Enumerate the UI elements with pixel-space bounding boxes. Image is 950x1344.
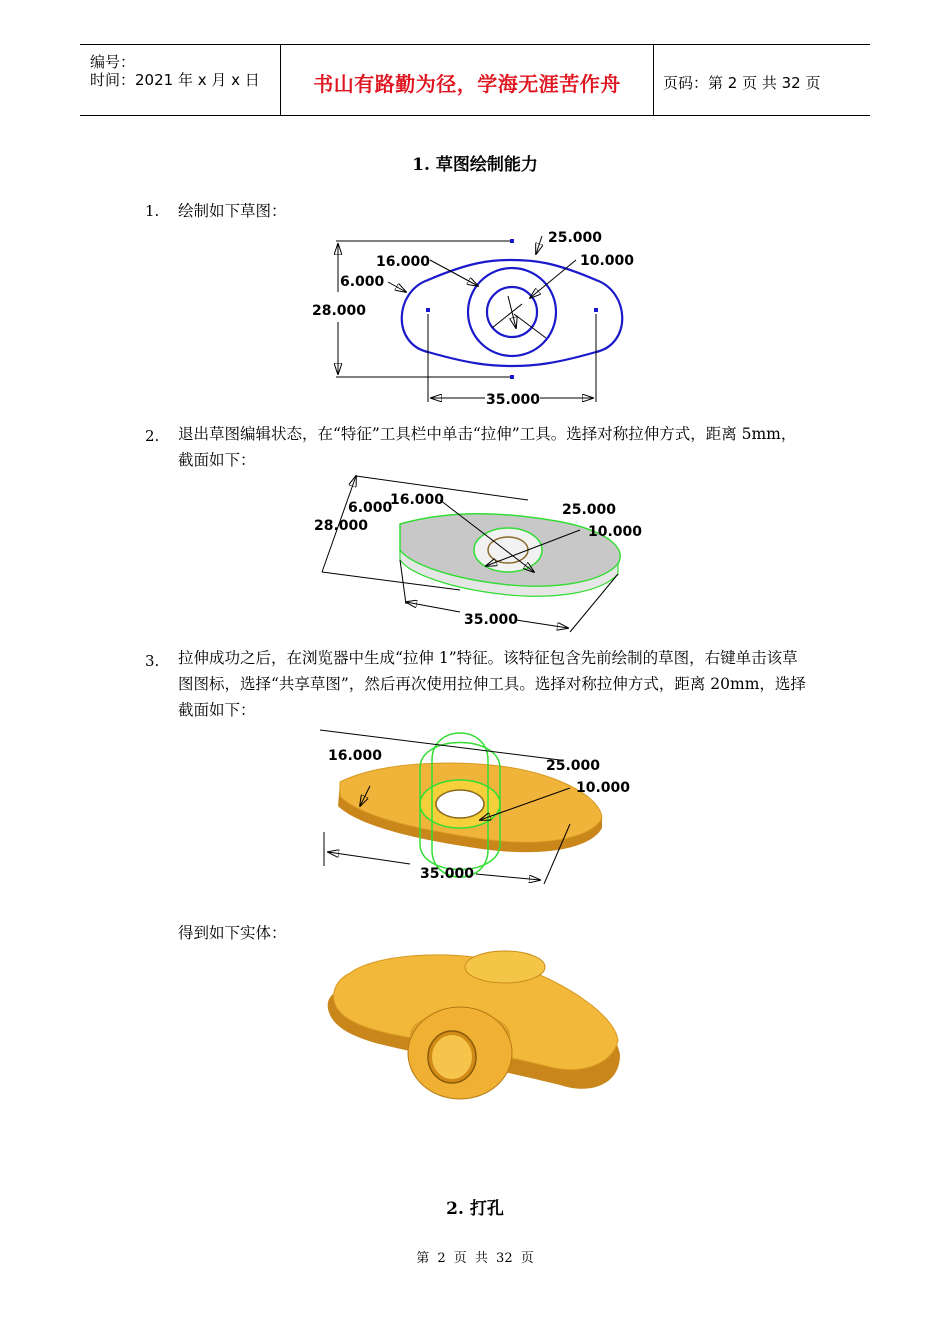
motto: 书山有路勤为径，学海无涯苦作舟 [313,72,621,96]
header-middle-cell [281,45,654,115]
sketch-figure [300,222,660,412]
page-info: 页码：第 2 页 共 32 页 [663,74,821,92]
dim-28-label-fig2: 28.000 [314,518,369,534]
dim-10-label-fig2: 10.000 [588,524,643,540]
result-text: 得到如下实体： [178,924,287,942]
step-3-text: 拉伸成功之后，在浏览器中生成“拉伸 1”特征。该特征包含先前绘制的草图，右键单击该草图图标，选择“共享草图”，然后再次使用拉伸工具。选择对称拉伸方式，距离 20mm，选择截面如下： [178,649,806,719]
section-1-title: 1. 草图绘制能力 [412,155,538,175]
extrude-5mm-figure [300,472,660,637]
section-2-title: 2. 打孔 [446,1199,504,1219]
step-2-number: 2. [145,427,160,445]
step-1-text: 绘制如下草图： [178,202,287,220]
solid-result-figure [320,945,630,1120]
dim-10-label-fig3: 10.000 [576,780,631,796]
dim-35-label: 35.000 [486,392,541,408]
dim-16-label: 16.000 [376,254,431,270]
dim-10-label: 10.000 [580,253,635,269]
step-1-number: 1. [145,202,160,220]
step-3-number: 3. [145,652,160,670]
dim-35-label-fig2: 35.000 [464,612,519,628]
page-header [80,44,870,116]
dim-25-label-fig2: 25.000 [562,502,617,518]
header-right-cell [655,45,870,115]
dim-16-label-fig2: 16.000 [390,492,445,508]
page-footer: 第 2 页 共 32 页 [416,1251,534,1266]
dim-25-label-fig3: 25.000 [546,758,601,774]
dim-25-label: 25.000 [548,230,603,246]
step-2-text: 退出草图编辑状态，在“特征”工具栏中单击“拉伸”工具。选择对称拉伸方式，距离 5mm，截面如下： [178,425,797,469]
dim-35-label-fig3: 35.000 [420,866,475,882]
dim-6-label: 6.000 [340,274,385,290]
document-time-label: 时间：2021 年 x 月 x 日 [90,71,260,89]
dim-6-label-fig2: 6.000 [348,500,393,516]
dim-28-label: 28.000 [312,303,367,319]
dim-16-label-fig3: 16.000 [328,748,383,764]
document-number-label: 编号： [90,53,136,71]
header-left-cell [80,45,281,115]
extrude-20mm-figure [300,724,660,889]
